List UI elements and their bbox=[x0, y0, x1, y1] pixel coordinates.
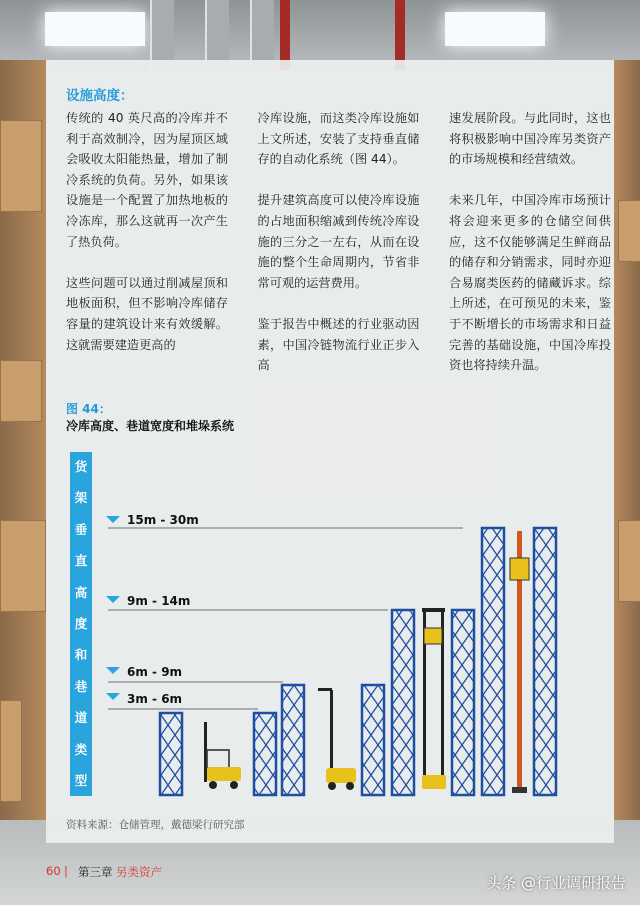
level-marker-icon bbox=[106, 693, 120, 700]
text-column-3 bbox=[449, 108, 611, 376]
text-column-1 bbox=[66, 108, 228, 376]
counterbalance-forklift-icon bbox=[204, 722, 241, 789]
watermark: 头条 @行业调研报告 bbox=[486, 874, 626, 892]
turret-truck-icon bbox=[422, 608, 446, 789]
side-label-char: 道 bbox=[74, 710, 88, 726]
figure-label: 图 44： bbox=[66, 402, 111, 416]
side-label-char: 垂 bbox=[74, 521, 88, 537]
paragraph: 未来几年，中国冷库市场预计将会迎来更多的仓储空间供应，这不仅能够满足生鲜商品的储存和分销需求，同时亦迎合易腐类医药的储藏诉求。综上所述，在可预见的未来，鉴于不断增长的市场需求和日益完善的基础设施，中国冷库投资也将持续升温。 bbox=[449, 193, 611, 373]
side-label-char: 货 bbox=[74, 459, 88, 474]
side-label-char: 高 bbox=[74, 584, 88, 600]
rack-group-wide-aisle bbox=[160, 713, 276, 795]
figure-title: 冷库高度、巷道宽度和堆垛系统 bbox=[66, 419, 235, 433]
height-level-9-14 bbox=[106, 594, 388, 610]
paragraph: 鉴于报告中概述的行业驱动因素，中国冷链物流行业正步入高 bbox=[257, 316, 420, 373]
footer-separator: | bbox=[64, 864, 68, 878]
rack-group-very-narrow-aisle bbox=[392, 608, 474, 795]
storage-rack bbox=[160, 713, 182, 795]
rack-group-narrow-aisle bbox=[282, 685, 384, 795]
side-label-char: 巷 bbox=[74, 678, 88, 694]
text-columns bbox=[66, 108, 611, 376]
reach-truck-icon bbox=[318, 688, 356, 790]
storage-rack bbox=[482, 528, 504, 795]
figure-side-label bbox=[70, 452, 92, 796]
paragraph: 这些问题可以通过削减屋顶和地板面积，但不影响冷库储存容量的建筑设计来有效缓解。这就需要建造更高的 bbox=[66, 275, 228, 352]
level-marker-icon bbox=[106, 667, 120, 674]
paragraph: 速发展阶段。与此同时，这也将积极影响中国冷库另类资产的市场规模和经营绩效。 bbox=[449, 111, 611, 167]
rack-group-stacker-crane bbox=[482, 528, 556, 795]
paragraph: 提升建筑高度可以使冷库设施的占地面积缩减到传统冷库设施的三分之一左右，从而在设施的整个生命周期内，节省非常可观的运营费用。 bbox=[257, 193, 420, 290]
text-column-2 bbox=[258, 108, 420, 376]
footer-section: 另类资产 bbox=[116, 865, 162, 879]
height-level-3-6 bbox=[106, 692, 258, 709]
height-level-label: 6m - 9m bbox=[127, 665, 183, 679]
side-label-char: 和 bbox=[74, 647, 88, 663]
height-level-label: 9m - 14m bbox=[127, 594, 191, 608]
paragraph: 冷库设施，而这类冷库设施如上文所述，安装了支持垂直储存的自动化系统（图 44）。 bbox=[257, 111, 420, 167]
side-label-char: 直 bbox=[74, 553, 88, 569]
content-panel bbox=[46, 60, 614, 843]
level-marker-icon bbox=[106, 516, 120, 523]
figure-source: 资料来源：仓储管理，戴德梁行研究部 bbox=[66, 819, 245, 831]
section-heading: 设施高度： bbox=[66, 88, 134, 104]
storage-rack bbox=[254, 713, 276, 795]
footer-chapter: 第三章 bbox=[78, 865, 113, 879]
level-marker-icon bbox=[106, 596, 120, 603]
side-label-char: 型 bbox=[74, 772, 88, 788]
height-level-label: 15m - 30m bbox=[127, 513, 199, 527]
storage-rack bbox=[282, 685, 304, 795]
storage-systems-diagram bbox=[98, 445, 608, 805]
storage-rack bbox=[534, 528, 556, 795]
height-level-6-9 bbox=[106, 665, 283, 682]
side-label-char: 架 bbox=[74, 490, 88, 506]
paragraph: 传统的 40 英尺高的冷库并不利于高效制冷，因为屋顶区域会吸收太阳能热量，增加了制冷系统的负荷。另外，如果该设施是一个配置了加热地板的冷冻库，那么这就再一次产生了热负荷。 bbox=[66, 111, 228, 249]
page-number: 60 bbox=[46, 864, 61, 878]
storage-rack bbox=[362, 685, 384, 795]
storage-rack bbox=[392, 610, 414, 795]
height-level-label: 3m - 6m bbox=[127, 692, 183, 706]
side-label-char: 类 bbox=[74, 741, 88, 757]
height-level-15-30 bbox=[106, 513, 463, 528]
side-label-char: 度 bbox=[74, 615, 88, 631]
stacker-crane-icon bbox=[510, 531, 529, 793]
storage-rack bbox=[452, 610, 474, 795]
